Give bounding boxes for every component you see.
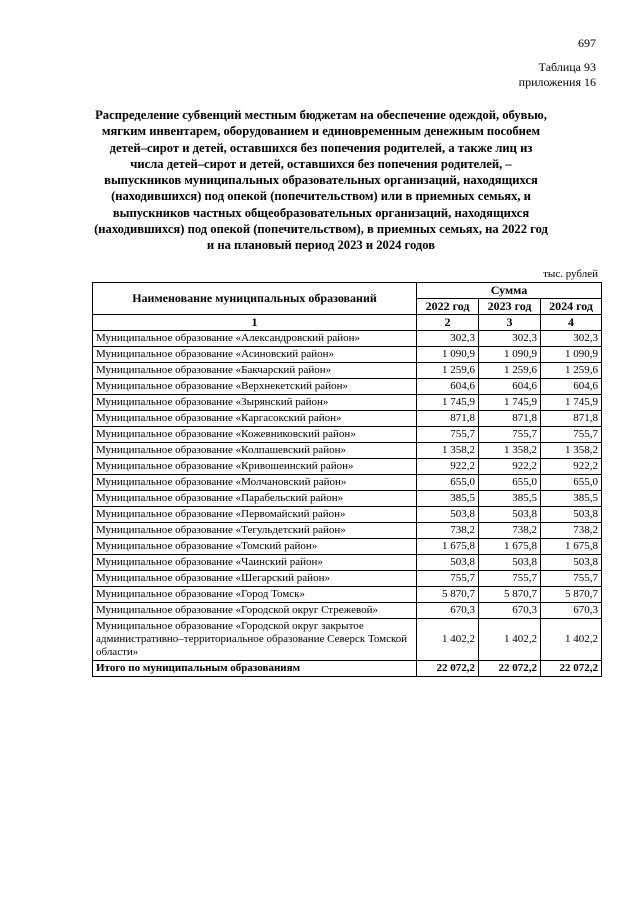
col-number-1: 1 <box>93 315 417 331</box>
value-2022: 1 675,8 <box>417 539 479 555</box>
table-row <box>93 411 602 427</box>
col-number-4: 4 <box>541 315 602 331</box>
value-2022: 385,5 <box>417 491 479 507</box>
unit-label: тыс. рублей <box>543 268 598 280</box>
value-2024: 385,5 <box>541 491 602 507</box>
table-row <box>93 491 602 507</box>
table-row <box>93 395 602 411</box>
table-row <box>93 363 602 379</box>
value-2024: 755,7 <box>541 427 602 443</box>
header-year-2024: 2024 год <box>541 299 602 315</box>
value-2023: 655,0 <box>479 475 541 491</box>
value-2023: 670,3 <box>479 603 541 619</box>
municipality-name: Муниципальное образование «Бакчарский район» <box>93 363 417 379</box>
value-2023: 755,7 <box>479 571 541 587</box>
table-row <box>93 523 602 539</box>
value-2024: 1 358,2 <box>541 443 602 459</box>
value-2023: 1 358,2 <box>479 443 541 459</box>
table-row <box>93 507 602 523</box>
municipality-name: Муниципальное образование «Зырянский район» <box>93 395 417 411</box>
value-2024: 655,0 <box>541 475 602 491</box>
page-number: 697 <box>578 36 596 50</box>
total-value-2022: 22 072,2 <box>417 661 479 677</box>
table-row <box>93 603 602 619</box>
value-2023: 1 402,2 <box>479 619 541 661</box>
municipality-name: Муниципальное образование «Шегарский район» <box>93 571 417 587</box>
value-2024: 1 090,9 <box>541 347 602 363</box>
value-2022: 604,6 <box>417 379 479 395</box>
table-row <box>93 587 602 603</box>
value-2022: 503,8 <box>417 507 479 523</box>
table-row <box>93 571 602 587</box>
value-2024: 503,8 <box>541 507 602 523</box>
value-2023: 738,2 <box>479 523 541 539</box>
value-2023: 604,6 <box>479 379 541 395</box>
column-number-row <box>93 315 602 331</box>
total-row <box>93 661 602 677</box>
header-row <box>93 283 602 299</box>
header-sum: Сумма <box>417 283 602 299</box>
value-2024: 604,6 <box>541 379 602 395</box>
document-title: Распределение субвенций местным бюджетам на обеспечение одеждой, обувью, мягким инвентарем, оборудованием и единовременным денежным пособием детей–сирот и детей, оставшихся без попечения родителей, а также лиц из числа детей–сирот и детей, оставшихся без попечения родителей, – выпускников муниципальных образовательных организаций, находящихся (находившихся) под опекой (попечительством) или в приемных семьях, и выпускников частных общеобразовательных организаций, находящихся (находившихся) под опекой (попечительством), в приемных семьях, на 2022 год и на плановый период 2023 и 2024 годов <box>94 108 548 253</box>
value-2024: 871,8 <box>541 411 602 427</box>
table-row <box>93 331 602 347</box>
total-label: Итого по муниципальным образованиям <box>93 661 417 677</box>
value-2023: 755,7 <box>479 427 541 443</box>
municipality-name: Муниципальное образование «Тегульдетский район» <box>93 523 417 539</box>
value-2024: 5 870,7 <box>541 587 602 603</box>
value-2024: 1 259,6 <box>541 363 602 379</box>
municipality-name: Муниципальное образование «Чаинский район» <box>93 555 417 571</box>
subvention-table <box>92 282 602 677</box>
value-2022: 738,2 <box>417 523 479 539</box>
value-2024: 922,2 <box>541 459 602 475</box>
header-year-2022: 2022 год <box>417 299 479 315</box>
municipality-name: Муниципальное образование «Асиновский район» <box>93 347 417 363</box>
table-row <box>93 475 602 491</box>
value-2022: 755,7 <box>417 427 479 443</box>
value-2023: 302,3 <box>479 331 541 347</box>
municipality-name: Муниципальное образование «Городской округ Стрежевой» <box>93 603 417 619</box>
value-2024: 302,3 <box>541 331 602 347</box>
table-number: Таблица 93 <box>538 60 596 74</box>
municipality-name: Муниципальное образование «Каргасокский район» <box>93 411 417 427</box>
value-2022: 503,8 <box>417 555 479 571</box>
value-2024: 1 745,9 <box>541 395 602 411</box>
value-2024: 738,2 <box>541 523 602 539</box>
table-row <box>93 443 602 459</box>
value-2023: 503,8 <box>479 507 541 523</box>
value-2024: 755,7 <box>541 571 602 587</box>
municipality-name: Муниципальное образование «Кожевниковский район» <box>93 427 417 443</box>
value-2024: 670,3 <box>541 603 602 619</box>
value-2022: 1 259,6 <box>417 363 479 379</box>
municipality-name: Муниципальное образование «Первомайский район» <box>93 507 417 523</box>
value-2023: 871,8 <box>479 411 541 427</box>
value-2023: 1 090,9 <box>479 347 541 363</box>
header-name: Наименование муниципальных образований <box>93 283 417 315</box>
value-2022: 302,3 <box>417 331 479 347</box>
header-year-2023: 2023 год <box>479 299 541 315</box>
municipality-name: Муниципальное образование «Молчановский район» <box>93 475 417 491</box>
municipality-name: Муниципальное образование «Верхнекетский район» <box>93 379 417 395</box>
municipality-name: Муниципальное образование «Парабельский район» <box>93 491 417 507</box>
value-2023: 5 870,7 <box>479 587 541 603</box>
value-2022: 871,8 <box>417 411 479 427</box>
col-number-2: 2 <box>417 315 479 331</box>
value-2023: 1 675,8 <box>479 539 541 555</box>
table-row <box>93 619 602 661</box>
table-body <box>93 331 602 677</box>
table-row <box>93 347 602 363</box>
table-row <box>93 379 602 395</box>
municipality-name: Муниципальное образование «Кривошеинский район» <box>93 459 417 475</box>
municipality-name: Муниципальное образование «Городской округ закрытое административно–территориальное образование Северск Томской области» <box>93 619 417 661</box>
value-2022: 1 402,2 <box>417 619 479 661</box>
value-2024: 1 402,2 <box>541 619 602 661</box>
municipality-name: Муниципальное образование «Колпашевский район» <box>93 443 417 459</box>
total-value-2023: 22 072,2 <box>479 661 541 677</box>
value-2023: 503,8 <box>479 555 541 571</box>
appendix-number: приложения 16 <box>518 75 596 89</box>
value-2023: 1 745,9 <box>479 395 541 411</box>
value-2022: 655,0 <box>417 475 479 491</box>
value-2023: 922,2 <box>479 459 541 475</box>
value-2022: 922,2 <box>417 459 479 475</box>
value-2023: 385,5 <box>479 491 541 507</box>
municipality-name: Муниципальное образование «Город Томск» <box>93 587 417 603</box>
value-2024: 503,8 <box>541 555 602 571</box>
value-2023: 1 259,6 <box>479 363 541 379</box>
value-2022: 670,3 <box>417 603 479 619</box>
value-2022: 5 870,7 <box>417 587 479 603</box>
value-2022: 1 358,2 <box>417 443 479 459</box>
table-row <box>93 427 602 443</box>
municipality-name: Муниципальное образование «Александровский район» <box>93 331 417 347</box>
total-value-2024: 22 072,2 <box>541 661 602 677</box>
municipality-name: Муниципальное образование «Томский район» <box>93 539 417 555</box>
col-number-3: 3 <box>479 315 541 331</box>
value-2022: 1 090,9 <box>417 347 479 363</box>
table-row <box>93 539 602 555</box>
table-reference <box>519 60 596 90</box>
table-row <box>93 555 602 571</box>
value-2022: 1 745,9 <box>417 395 479 411</box>
table-row <box>93 459 602 475</box>
value-2022: 755,7 <box>417 571 479 587</box>
value-2024: 1 675,8 <box>541 539 602 555</box>
